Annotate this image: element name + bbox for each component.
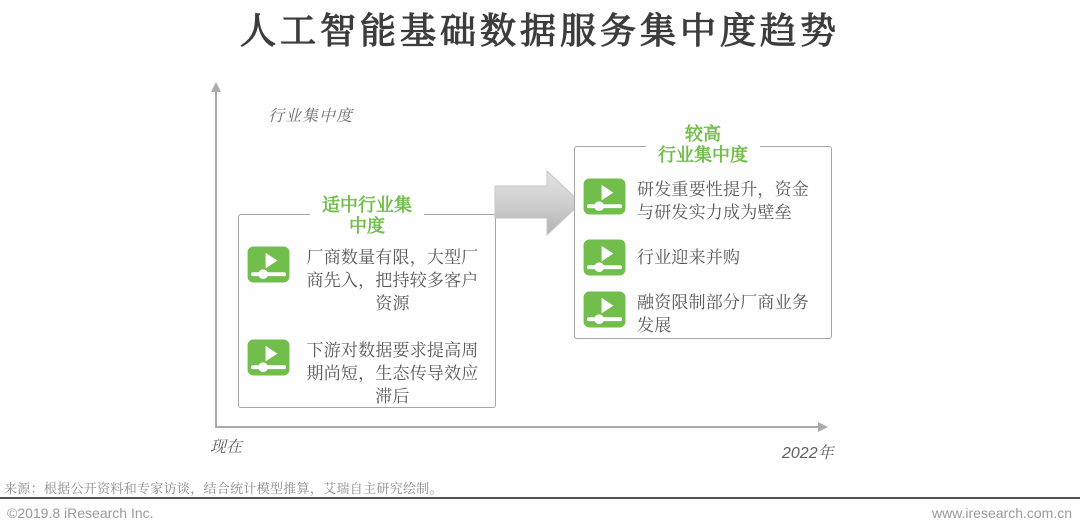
bullet-text: 厂商数量有限，大型厂商先入，把持较多客户资源 xyxy=(306,248,479,313)
media-player-icon xyxy=(583,291,626,328)
bullet-text: 融资限制部分厂商业务发展 xyxy=(637,293,809,335)
stage-title xyxy=(310,195,424,237)
media-player-icon xyxy=(583,239,626,276)
stage-bullet-list xyxy=(239,246,495,408)
footer-divider xyxy=(0,497,1080,499)
stage-title-line: 适中行业集 xyxy=(322,195,412,215)
list-item xyxy=(247,246,489,315)
media-player-icon xyxy=(247,246,290,283)
website-url: www.iresearch.com.cn xyxy=(931,505,1072,521)
transition-arrow-icon xyxy=(492,168,584,238)
x-axis-start-label: 现在 xyxy=(210,439,243,456)
source-note: 来源：根据公开资料和专家访谈，结合统计模型推算，艾瑞自主研究绘制。 xyxy=(4,481,443,496)
stage-box-high-concentration xyxy=(574,124,832,339)
stage-title xyxy=(646,124,760,166)
list-item xyxy=(583,239,827,276)
x-axis-arrowhead-icon xyxy=(818,422,828,432)
stage-title-line: 较高 xyxy=(685,124,721,144)
stage-title-line: 中度 xyxy=(349,216,385,236)
x-axis-line xyxy=(215,426,820,428)
media-player-icon xyxy=(583,178,626,215)
y-axis-line xyxy=(215,90,217,428)
x-axis-end-label: 2022年 xyxy=(782,445,834,462)
list-item xyxy=(583,291,827,337)
bullet-text: 研发重要性提升，资金与研发实力成为壁垒 xyxy=(637,180,809,222)
bullet-text: 下游对数据要求提高周期尚短，生态传导效应滞后 xyxy=(306,341,479,406)
stage-title-line: 行业集中度 xyxy=(658,145,748,165)
list-item xyxy=(583,178,827,224)
media-player-icon xyxy=(247,339,290,376)
stage-box-moderate-concentration xyxy=(238,195,496,408)
bullet-text: 行业迎来并购 xyxy=(637,248,741,267)
list-item xyxy=(247,339,489,408)
copyright-text: ©2019.8 iResearch Inc. xyxy=(7,505,154,521)
stage-bullet-list xyxy=(575,178,831,337)
y-axis-label: 行业集中度 xyxy=(268,108,354,125)
page-title: 人工智能基础数据服务集中度趋势 xyxy=(239,10,840,51)
